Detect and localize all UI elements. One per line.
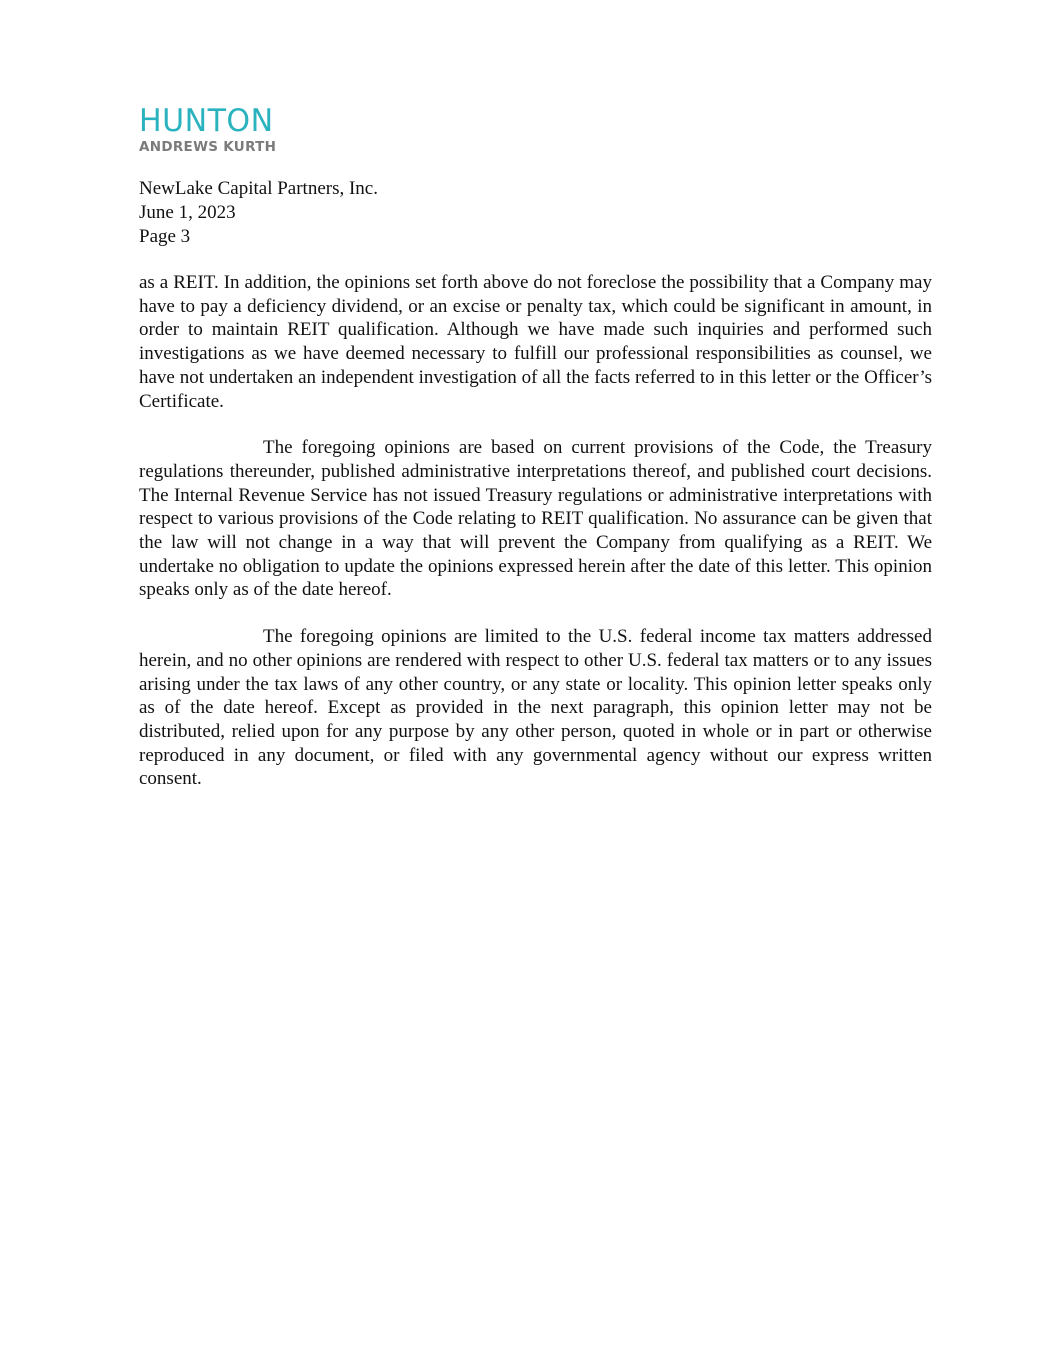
firm-logo [139,103,304,155]
logo-andrews-kurth-text: ANDREWS KURTH [139,139,277,155]
paragraph-scope-of-opinions: The foregoing opinions are limited to the U.S. federal income tax matters addressed herein, and no other opinions are rendered with respect to other U.S. federal tax matters or to any issues arising under the tax laws of any other country, or any state or locality. This opinion letter speaks only as of the date hereof. Except as provided in the next paragraph, this opinion letter may not be distributed, relied upon for any purpose by any other person, quoted in whole or in part or otherwise reproduced in any document, or filed with any governmental agency without our express written consent. [139,626,932,790]
recipient-name: NewLake Capital Partners, Inc. [139,178,378,199]
page-number: Page 3 [139,226,191,247]
letter-date: June 1, 2023 [139,202,236,223]
paragraph-basis-of-opinions: The foregoing opinions are based on current provisions of the Code, the Treasury regulations thereunder, published administrative interpretations thereof, and published court decisions. The Internal Revenue Service has not issued Treasury regulations or administrative interpretations with respect to various provisions of the Code relating to REIT qualification. No assurance can be given that the law will not change in a way that will prevent the Company from qualifying as a REIT. We undertake no obligation to update the opinions expressed herein after the date of this letter. This opinion speaks only as of the date hereof. [139,437,932,601]
letter-body [139,271,932,814]
paragraph-reit-limitations: as a REIT. In addition, the opinions set forth above do not foreclose the possibility that a Company may have to pay a deficiency dividend, or an excise or penalty tax, which could be significant in amount, in order to maintain REIT qualification. Although we have made such inquiries and performed such investigations as we have deemed necessary to fulfill our professional responsibilities as counsel, we have not undertaken an independent investigation of all the facts referred to in this letter or the Officer’s Certificate. [139,272,932,412]
letter-header [139,177,378,249]
logo-hunton-text: HUNTON [139,103,274,139]
